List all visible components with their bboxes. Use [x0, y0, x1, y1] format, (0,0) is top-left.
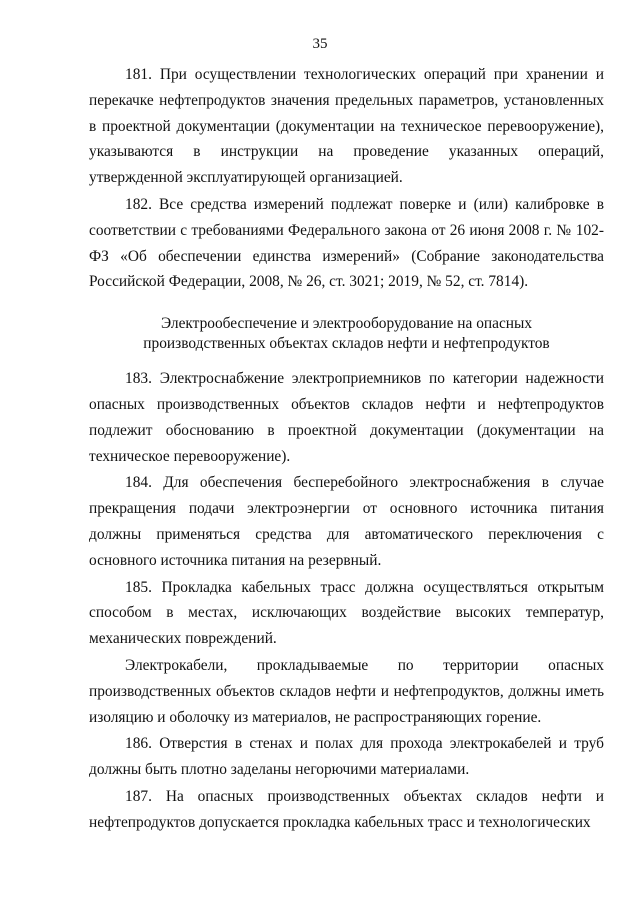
paragraph-186: 186. Отверстия в стенах и полах для прохода электрокабелей и труб должны быть плотно заделаны негорючими материалами.	[89, 735, 604, 779]
document-body	[89, 62, 604, 836]
section-heading-line-2: производственных объектах складов нефти и нефтепродуктов	[143, 335, 550, 353]
section-heading	[89, 314, 604, 354]
page-number: 35	[312, 36, 328, 52]
paragraph-184: 184. Для обеспечения бесперебойного электроснабжения в случае прекращения подачи электроэнергии от основного источника питания должны применяться средства для автоматического переключения с основного источника питания на резервный.	[89, 474, 604, 569]
paragraph-185-cables: Электрокабели, прокладываемые по территории опасных производственных объектов складов нефти и нефтепродуктов, должны иметь изоляцию и оболочку из материалов, не распространяющих горение.	[89, 656, 604, 726]
paragraph-182: 182. Все средства измерений подлежат поверке и (или) калибровке в соответствии с требованиями Федерального закона от 26 июня 2008 г. № 102-ФЗ «Об обеспечении единства измерений» (Собрание законодательства Российской Федерации, 2008, № 26, ст. 3021; 2019, № 52, ст. 7814).	[89, 195, 604, 291]
section-heading-line-1: Электрообеспечение и электрооборудование на опасных	[160, 315, 533, 333]
paragraph-181: 181. При осуществлении технологических операций при хранении и перекачке нефтепродуктов значения предельных параметров, установленных в проектной документации (документации на техническое перевооружение), указываются в инструкции на проведение указанных операций, утвержденной эксплуатирующей организацией.	[89, 66, 604, 187]
paragraph-185: 185. Прокладка кабельных трасс должна осуществляться открытым способом в местах, исключающих воздействие высоких температур, механических повреждений.	[89, 578, 604, 648]
paragraph-183: 183. Электроснабжение электроприемников по категории надежности опасных производственных объектов складов нефти и нефтепродуктов подлежит обоснованию в проектной документации (документации на техническое перевооружение).	[89, 370, 604, 465]
paragraph-187: 187. На опасных производственных объектах складов нефти и нефтепродуктов допускается прокладка кабельных трасс и технологических	[89, 787, 604, 831]
